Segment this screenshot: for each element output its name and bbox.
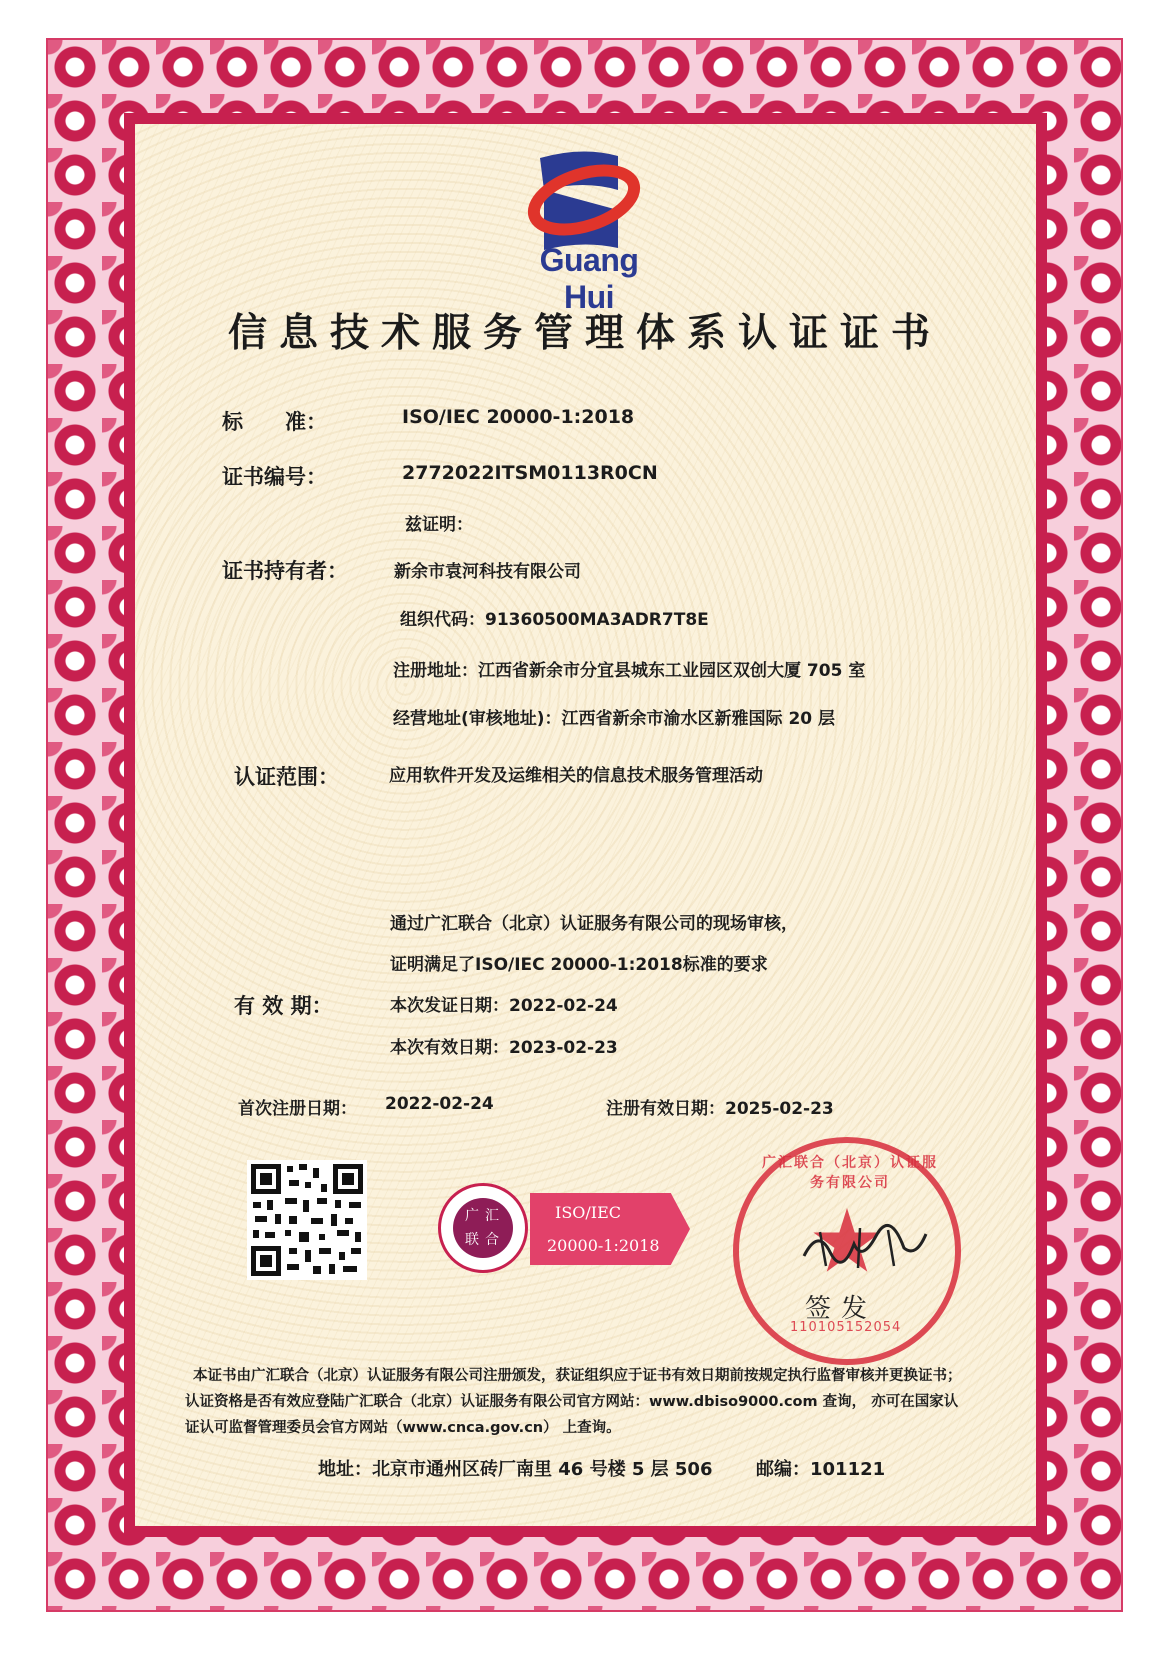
cert-number-value: 2772022ITSM0113R0CN — [402, 462, 658, 484]
attest-text: 兹证明： — [405, 515, 473, 535]
qr-code-icon — [247, 1160, 367, 1280]
badge-char-2: 汇 — [485, 1208, 499, 1224]
registration-valid-date: 注册有效日期：2025-02-23 — [606, 1099, 834, 1119]
footer-address: 地址：北京市通州区砖厂南里 46 号楼 5 层 506 — [318, 1459, 713, 1480]
validity-label: 有 效 期： — [234, 994, 333, 1018]
badge-char-1: 广 — [465, 1208, 479, 1224]
standard-label: 标 准： — [222, 410, 327, 434]
certification-badge-center — [453, 1198, 513, 1258]
footer-note-line1: 本证书由广汇联合（北京）认证服务有限公司注册颁发，获证组织应于证书有效日期前按规定执行监督审核并更换证书； — [193, 1368, 962, 1384]
expiry-date: 本次有效日期：2023-02-23 — [390, 1038, 618, 1058]
audit-statement-line2: 证明满足了ISO/IEC 20000-1:2018标准的要求 — [390, 955, 768, 975]
footer-postcode: 邮编：101121 — [756, 1459, 886, 1480]
cert-number-label: 证书编号： — [222, 465, 327, 489]
standard-value: ISO/IEC 20000-1:2018 — [402, 406, 635, 428]
registered-address: 注册地址：江西省新余市分宜县城东工业园区双创大厦 705 室 — [393, 661, 866, 681]
audit-statement-line1: 通过广汇联合（北京）认证服务有限公司的现场审核， — [390, 914, 798, 934]
org-code: 组织代码：91360500MA3ADR7T8E — [400, 610, 709, 630]
first-registration-label: 首次注册日期： — [238, 1099, 357, 1119]
badge-char-4: 合 — [485, 1232, 499, 1248]
scope-label: 认证范围： — [234, 765, 339, 789]
certificate-title: 信息技术服务管理体系认证证书 — [227, 311, 942, 356]
issue-date: 本次发证日期：2022-02-24 — [390, 996, 618, 1016]
operating-address: 经营地址(审核地址)：江西省新余市渝水区新雅国际 20 层 — [393, 709, 836, 729]
seal-number: 110105152054 — [790, 1320, 902, 1335]
footer-note-line2: 认证资格是否有效应登陆广汇联合（北京）认证服务有限公司官方网站：www.dbiso9000.com 查询， 亦可在国家认 — [185, 1394, 959, 1410]
ribbon-line-2: 20000-1:2018 — [547, 1236, 660, 1255]
ribbon-line-1: ISO/IEC — [555, 1203, 622, 1222]
seal-text: 广汇联合（北京）认证服务有限公司 — [762, 1155, 938, 1191]
badge-char-3: 联 — [465, 1232, 479, 1248]
scope-value: 应用软件开发及运维相关的信息技术服务管理活动 — [389, 766, 763, 786]
handwritten-signature — [800, 1222, 930, 1272]
logo-brand-text: Guang Hui — [539, 242, 639, 315]
holder-label: 证书持有者： — [222, 559, 348, 583]
sign-label: 签发 — [805, 1294, 878, 1324]
footer-note-line3: 证认可监督管理委员会官方网站（www.cnca.gov.cn） 上查询。 — [185, 1420, 621, 1436]
holder-name: 新余市袁河科技有限公司 — [394, 562, 581, 582]
first-registration-date: 2022-02-24 — [385, 1094, 494, 1114]
